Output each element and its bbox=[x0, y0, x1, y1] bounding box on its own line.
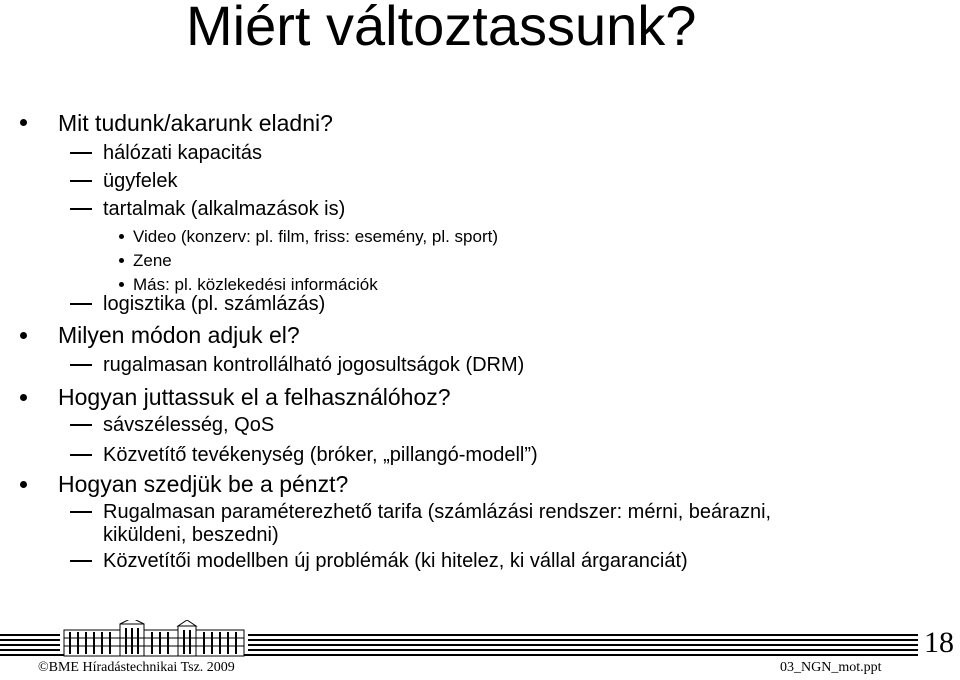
bullet-item: Hogyan szedjük be a pénzt? bbox=[58, 471, 349, 497]
bullet-dash bbox=[70, 303, 92, 305]
page-number: 18 bbox=[924, 626, 954, 659]
university-building-icon bbox=[64, 620, 244, 656]
bullet-dash bbox=[70, 511, 92, 513]
bullet-dot bbox=[119, 258, 124, 263]
bullet-dot bbox=[20, 332, 27, 339]
slide-title: Miért változtassunk? bbox=[186, 0, 697, 57]
bullet-item: Video (konzerv: pl. film, friss: esemény, pl. sport) bbox=[133, 227, 498, 246]
bullet-item: Hogyan juttassuk el a felhasználóhoz? bbox=[58, 384, 451, 410]
bullet-dot bbox=[119, 234, 124, 239]
bullet-dash bbox=[70, 208, 92, 210]
bullet-item: sávszélesség, QoS bbox=[103, 414, 275, 436]
bullet-item: logisztika (pl. számlázás) bbox=[103, 293, 326, 315]
bullet-dot bbox=[20, 481, 27, 488]
bullet-dot bbox=[20, 119, 27, 126]
bullet-item: Milyen módon adjuk el? bbox=[58, 322, 300, 348]
bullet-item: Közvetítői modellben új problémák (ki hitelez, ki vállal árgaranciát) bbox=[103, 550, 688, 572]
footer-copyright: ©BME Híradástechnikai Tsz. 2009 bbox=[38, 660, 235, 675]
bullet-item: Zene bbox=[133, 251, 172, 270]
bullet-item: ügyfelek bbox=[103, 170, 178, 192]
bullet-item: hálózati kapacitás bbox=[103, 142, 262, 164]
bullet-item: Mit tudunk/akarunk eladni? bbox=[58, 110, 333, 136]
bullet-item: Rugalmasan paraméterezhető tarifa (számlázási rendszer: mérni, beárazni, bbox=[103, 501, 772, 523]
bullet-dash bbox=[70, 560, 92, 562]
bullet-dot bbox=[119, 282, 124, 287]
bullet-dash bbox=[70, 424, 92, 426]
bullet-dot bbox=[20, 394, 27, 401]
bullet-dash bbox=[70, 364, 92, 366]
bullet-item: rugalmasan kontrollálható jogosultságok (DRM) bbox=[103, 354, 525, 376]
bullet-dash bbox=[70, 180, 92, 182]
bullet-dash bbox=[70, 454, 92, 456]
bullet-item: Közvetítő tevékenység (bróker, „pillangó-modell”) bbox=[103, 444, 538, 466]
bullet-item: tartalmak (alkalmazások is) bbox=[103, 198, 346, 220]
bullet-dash bbox=[70, 152, 92, 154]
bullet-item: kiküldeni, beszedni) bbox=[103, 524, 279, 546]
footer-filename: 03_NGN_mot.ppt bbox=[780, 660, 882, 675]
bullet-item: Más: pl. közlekedési információk bbox=[133, 275, 378, 294]
